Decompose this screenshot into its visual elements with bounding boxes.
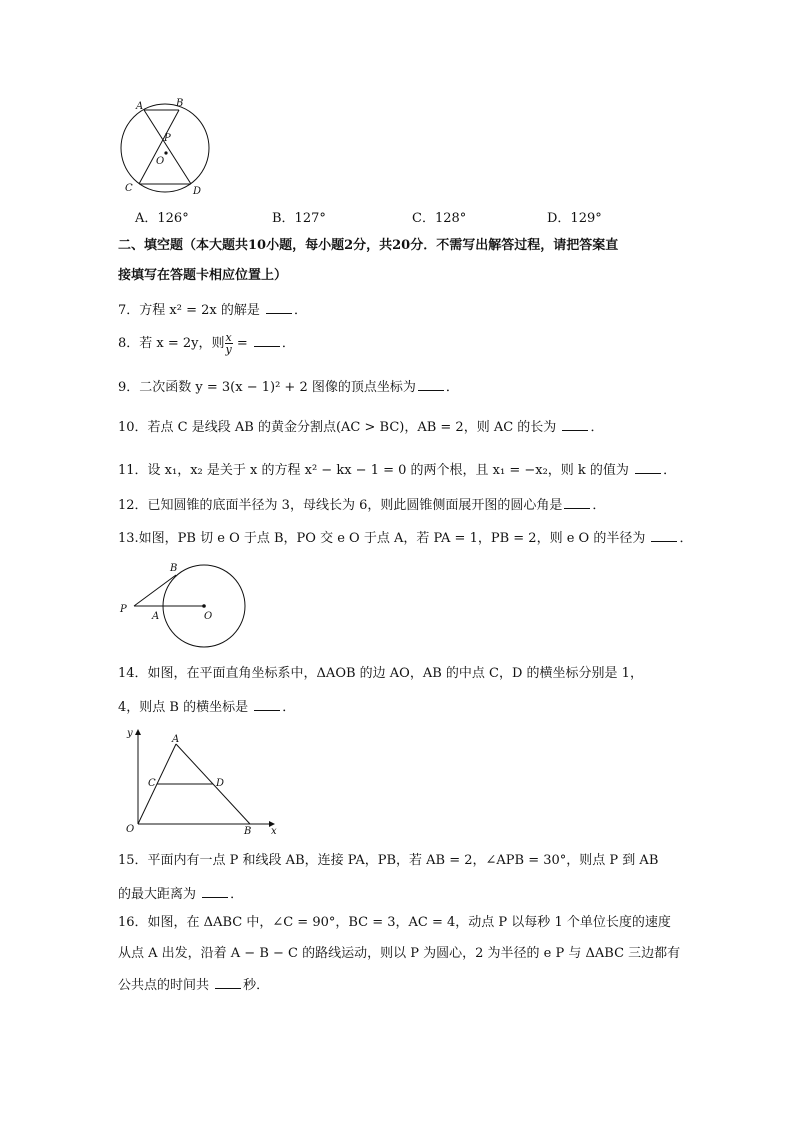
label-c: C <box>148 778 156 789</box>
center-dot <box>164 151 167 154</box>
label-a: A <box>136 101 144 112</box>
q8-equals: = <box>232 336 252 351</box>
q15-end: ． <box>230 887 244 902</box>
coordinate-triangle-figure <box>118 724 288 839</box>
answer-blank[interactable] <box>254 698 280 711</box>
question-16-line3 <box>118 976 269 995</box>
q16-end: 秒． <box>243 978 270 993</box>
tangent-pb <box>134 575 176 606</box>
q11-end: ． <box>663 463 677 478</box>
question-8 <box>118 330 295 358</box>
answer-blank[interactable] <box>562 418 588 431</box>
question-15-line1: 15．平面内有一点 P 和线段 AB，连接 PA，PB，若 AB = 2，∠APB = 30°，则点 P 到 AB <box>118 853 659 868</box>
label-b: B <box>170 563 178 574</box>
answer-blank[interactable] <box>564 496 590 509</box>
label-a: A <box>172 734 180 745</box>
option-c: C．128° <box>412 211 467 226</box>
center-dot <box>202 604 206 608</box>
tangent-figure <box>115 560 250 655</box>
label-d: D <box>216 778 225 789</box>
q12-end: ． <box>592 498 606 513</box>
chord-bc <box>139 110 179 184</box>
section2-heading-line1: 二、填空题（本大题共10小题，每小题2分，共20分．不需写出解答过程，请把答案直 <box>118 238 619 253</box>
option-a: A．126° <box>135 211 189 226</box>
q15-text: 的最大距离为 <box>118 887 201 902</box>
q16-text: 公共点的时间共 <box>118 978 214 993</box>
section2-heading-line2: 接填写在答题卡相应位置上） <box>118 268 288 283</box>
answer-blank[interactable] <box>254 334 280 347</box>
answer-blank[interactable] <box>651 529 677 542</box>
q14-end: ． <box>282 700 296 715</box>
q12-text: 12．已知圆锥的底面半径为 3，母线长为 6，则此圆锥侧面展开图的圆心角是 <box>118 498 563 513</box>
question-7 <box>118 301 307 320</box>
question-16-line1: 16．如图，在 ΔABC 中，∠C = 90°，BC = 3，AC = 4，动点 P 以每秒 1 个单位长度的速度 <box>118 915 671 930</box>
label-p: P <box>120 604 127 615</box>
answer-blank[interactable] <box>215 976 241 989</box>
question-14-line2 <box>118 698 295 717</box>
option-d: D．129° <box>547 211 602 226</box>
answer-blank[interactable] <box>202 885 228 898</box>
chord-ad <box>144 110 191 184</box>
fraction-x-over-y <box>225 332 233 355</box>
q11-text: 11．设 x₁，x₂ 是关于 x 的方程 x² − kx − 1 = 0 的两个根，且 x₁ = −x₂，则 k 的值为 <box>118 463 634 478</box>
circle-o <box>121 104 209 192</box>
answer-blank[interactable] <box>266 301 292 314</box>
q7-text: 7．方程 x² = 2x 的解是 <box>118 303 264 318</box>
label-d: D <box>193 186 202 197</box>
label-a: A <box>152 611 160 622</box>
label-b: B <box>176 98 184 109</box>
label-c: C <box>125 183 133 194</box>
answer-blank[interactable] <box>635 461 661 474</box>
q7-end: ． <box>293 303 307 318</box>
fraction-denominator: y <box>225 343 232 356</box>
label-p: P <box>164 133 171 144</box>
q8-end: ． <box>281 336 295 351</box>
label-o: O <box>156 156 165 167</box>
question-13 <box>118 529 692 548</box>
q13-text: 13.如图，PB 切 e O 于点 B，PO 交 e O 于点 A，若 PA = 1，PB = 2，则 e O 的半径为 <box>118 531 650 546</box>
q10-text: 10．若点 C 是线段 AB 的黄金分割点(AC > BC)，AB = 2，则 AC 的长为 <box>118 420 561 435</box>
option-b: B．127° <box>272 211 326 226</box>
q8-text: 8．若 x = 2y，则 <box>118 336 225 351</box>
fraction-numerator: x <box>225 331 232 344</box>
answer-blank[interactable] <box>418 378 444 391</box>
circle-chord-figure <box>115 96 220 200</box>
question-11 <box>118 461 676 480</box>
question-16-line2: 从点 A 出发，沿着 A − B − C 的路线运动，则以 P 为圆心，2 为半径的 e P 与 ΔABC 三边都有 <box>118 946 681 961</box>
label-y: y <box>127 728 133 739</box>
q14-text: 4，则点 B 的横坐标是 <box>118 700 253 715</box>
question-10 <box>118 418 603 437</box>
label-b: B <box>244 826 252 837</box>
question-12 <box>118 496 605 515</box>
q9-end: ． <box>445 380 459 395</box>
q13-end: ． <box>679 531 693 546</box>
label-o: O <box>126 824 135 835</box>
question-15-line2 <box>118 885 243 904</box>
q10-end: ． <box>590 420 604 435</box>
label-o: O <box>204 611 213 622</box>
question-14-line1: 14．如图，在平面直角坐标系中，ΔAOB 的边 AO，AB 的中点 C，D 的横坐标分别是 1， <box>118 666 643 681</box>
label-x: x <box>271 826 277 837</box>
question-9 <box>118 378 459 397</box>
q9-text: 9．二次函数 y = 3(x − 1)² + 2 图像的顶点坐标为 <box>118 380 416 395</box>
